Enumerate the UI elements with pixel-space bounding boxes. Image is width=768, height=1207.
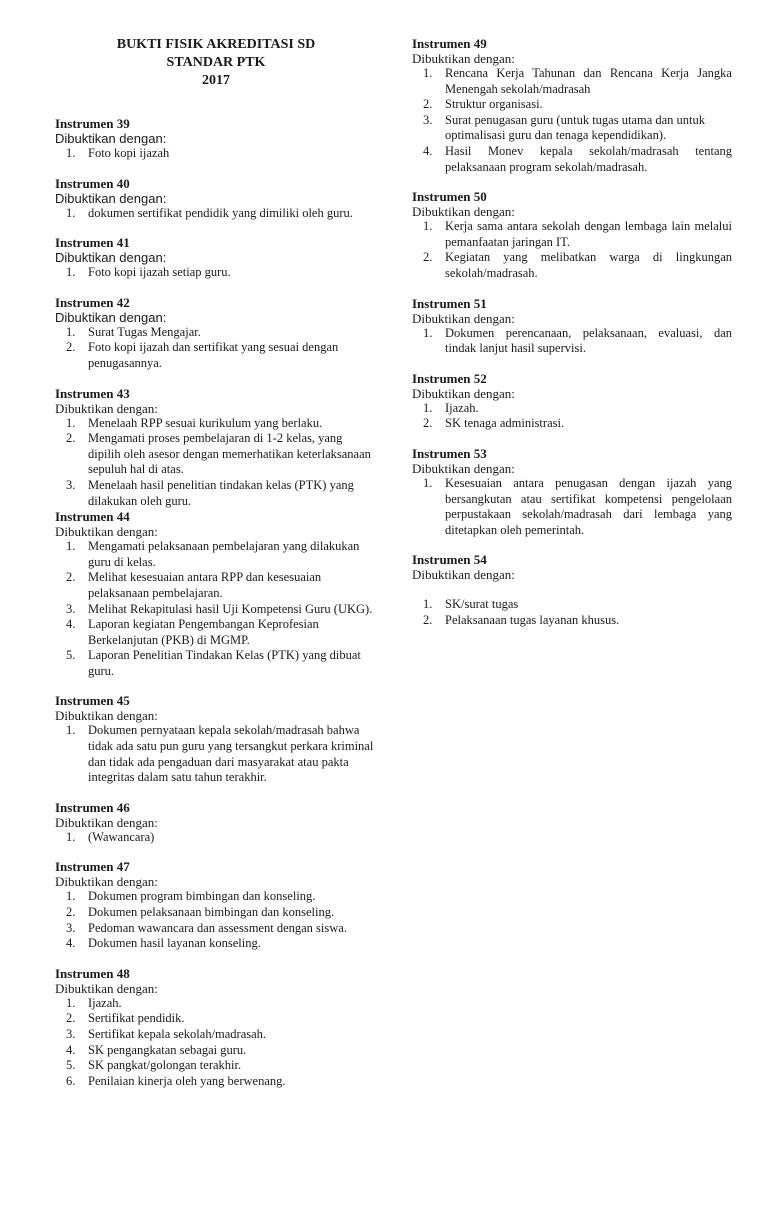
instrument-45	[55, 693, 377, 785]
proof-list	[55, 265, 377, 281]
list-item: 2. Struktur organisasi.	[423, 97, 543, 112]
instrument-51	[412, 296, 732, 357]
list-item: 2. Mengamati proses pembelajaran di 1-2 kelas, yang dipilih oleh asesor dengan memerhatikan keterlaksanaan sepuluh hal di atas.	[66, 431, 371, 477]
proof-label: Dibuktikan dengan:	[55, 524, 158, 540]
document-title	[55, 36, 377, 90]
proof-label: Dibuktikan dengan:	[55, 190, 167, 206]
instrument-heading: Instrumen 40	[55, 175, 130, 191]
proof-list	[412, 326, 732, 357]
instrument-heading: Instrumen 53	[412, 445, 487, 461]
instrument-heading: Instrumen 41	[55, 235, 130, 251]
list-item: 1. Ijazah.	[66, 995, 122, 1010]
list-item: 1. (Wawancara)	[66, 829, 155, 844]
proof-label: Dibuktikan dengan:	[412, 204, 515, 220]
instrument-48	[55, 966, 377, 1090]
proof-list	[55, 723, 377, 785]
list-item: 2. Pelaksanaan tugas layanan khusus.	[423, 612, 620, 627]
instrument-53	[412, 446, 732, 538]
instrument-46	[55, 800, 377, 846]
instrument-heading: Instrumen 46	[55, 799, 130, 815]
instrument-heading: Instrumen 44	[55, 509, 130, 525]
proof-list	[412, 219, 732, 281]
proof-label: Dibuktikan dengan:	[412, 51, 515, 66]
instrument-heading: Instrumen 51	[412, 295, 487, 311]
instrument-42	[55, 295, 377, 372]
instrument-47	[55, 859, 377, 951]
proof-label: Dibuktikan dengan:	[412, 385, 515, 401]
proof-label: Dibuktikan dengan:	[55, 309, 167, 325]
proof-label: Dibuktikan dengan:	[55, 814, 158, 830]
proof-list	[55, 146, 377, 162]
proof-label: Dibuktikan dengan:	[412, 310, 515, 326]
list-item: 5. SK pangkat/golongan terakhir.	[66, 1058, 242, 1073]
list-item: 1. SK/surat tugas	[423, 597, 519, 612]
list-item: 1. Mengamati pelaksanaan pembelajaran yang dilakukan guru di kelas.	[66, 539, 360, 569]
title-line-2: STANDAR PTK	[166, 55, 266, 70]
proof-list	[55, 889, 377, 951]
instrument-50	[412, 189, 732, 281]
proof-list	[55, 996, 377, 1090]
list-item: 2. Dokumen pelaksanaan bimbingan dan konseling.	[66, 905, 335, 920]
instrument-43	[55, 386, 377, 510]
instrument-heading: Instrumen 45	[55, 693, 130, 709]
instrument-54	[412, 552, 732, 628]
list-item: 1. Dokumen program bimbingan dan konseling.	[66, 889, 316, 904]
proof-list	[412, 66, 732, 175]
instrument-heading: Instrumen 48	[55, 965, 130, 981]
list-item: 2. Sertifikat pendidik.	[66, 1011, 185, 1026]
list-item: 1. Foto kopi ijazah setiap guru.	[66, 265, 231, 280]
list-item: 5. Laporan Penelitian Tindakan Kelas (PTK) yang dibuat guru.	[66, 648, 361, 678]
instrument-49	[412, 36, 732, 175]
proof-label: Dibuktikan dengan:	[55, 131, 167, 146]
proof-list	[55, 416, 377, 510]
proof-list	[55, 539, 377, 679]
title-line-3: 2017	[202, 73, 230, 88]
list-item: 3. Melihat Rekapitulasi hasil Uji Kompetensi Guru (UKG).	[66, 601, 373, 616]
instrument-40	[55, 176, 377, 222]
instrument-heading: Instrumen 50	[412, 189, 487, 205]
proof-label: Dibuktikan dengan:	[55, 708, 158, 724]
list-item: 4. Dokumen hasil layanan konseling.	[66, 936, 261, 951]
list-item: 1. Dokumen pernyataan kepala sekolah/madrasah bahwa tidak ada satu pun guru yang tersangkut perkara kriminal dan tidak ada pengaduan dari masyarakat atau pakta integritas dalam satu tahun terakhir.	[66, 723, 374, 785]
list-item: 2. Melihat kesesuaian antara RPP dan kesesuaian pelaksanaan pembelajaran.	[66, 570, 322, 600]
list-item: 1. Ijazah.	[423, 400, 479, 415]
right-column	[412, 36, 732, 642]
proof-list	[412, 476, 732, 538]
list-item: 4. Laporan kegiatan Pengembangan Keprofesian Berkelanjutan (PKB) di MGMP.	[66, 617, 319, 647]
proof-label: Dibuktikan dengan:	[55, 874, 158, 890]
list-item: 2. Kegiatan yang melibatkan warga di lingkungan sekolah/madrasah.	[423, 250, 732, 280]
list-item: 2. SK tenaga administrasi.	[423, 416, 565, 431]
proof-list	[55, 325, 377, 372]
list-item: 3. Surat penugasan guru (untuk tugas utama dan untuk optimalisasi guru dan tenaga kependidikan).	[423, 112, 706, 143]
instrument-heading: Instrumen 42	[55, 294, 130, 310]
proof-list	[55, 830, 377, 846]
list-item: 3. Pedoman wawancara dan assessment dengan siswa.	[66, 920, 347, 935]
proof-label: Dibuktikan dengan:	[412, 460, 515, 476]
list-item: 3. Menelaah hasil penelitian tindakan kelas (PTK) yang dilakukan oleh guru.	[66, 477, 354, 508]
list-item: 1. dokumen sertifikat pendidik yang dimiliki oleh guru.	[66, 205, 353, 220]
title-line-1: BUKTI FISIK AKREDITASI SD	[116, 37, 316, 52]
list-item: 2. Foto kopi ijazah dan sertifikat yang sesuai dengan penugasannya.	[66, 340, 339, 370]
left-column	[55, 36, 377, 1103]
list-item: 1. Surat Tugas Mengajar.	[66, 324, 201, 339]
list-item: 1. Menelaah RPP sesuai kurikulum yang berlaku.	[66, 415, 323, 430]
instrument-heading: Instrumen 43	[55, 385, 130, 401]
instrument-heading: Instrumen 39	[55, 116, 130, 131]
instrument-heading: Instrumen 52	[412, 370, 487, 386]
list-item: 1. Dokumen perencanaan, pelaksanaan, evaluasi, dan tindak lanjut hasil supervisi.	[423, 325, 732, 356]
instrument-heading: Instrumen 54	[412, 552, 487, 568]
proof-list	[412, 597, 732, 628]
list-item: 6. Penilaian kinerja oleh yang berwenang.	[66, 1073, 286, 1088]
list-item: 1. Foto kopi ijazah	[66, 146, 170, 160]
instrument-heading: Instrumen 47	[55, 859, 130, 875]
proof-label: Dibuktikan dengan:	[55, 980, 158, 996]
instrument-52	[412, 371, 732, 432]
list-item: 1. Kerja sama antara sekolah dengan lembaga lain melalui pemanfaatan jaringan IT.	[423, 219, 732, 249]
proof-label: Dibuktikan dengan:	[55, 250, 167, 266]
instrument-39	[55, 116, 377, 162]
list-item: 1. Kesesuaian antara penugasan dengan ijazah yang bersangkutan atau sertifikat kompetensi pengelolaan perpustakaan sekolah/madrasah dari lembaga yang ditetapkan oleh pemerintah.	[423, 475, 732, 537]
instrument-44	[55, 509, 377, 679]
proof-list	[412, 401, 732, 432]
list-item: 1. Rencana Kerja Tahunan dan Rencana Kerja Jangka Menengah sekolah/madrasah	[423, 66, 732, 96]
list-item: 3. Sertifikat kepala sekolah/madrasah.	[66, 1027, 267, 1041]
proof-label: Dibuktikan dengan:	[412, 567, 515, 583]
instrument-heading: Instrumen 49	[412, 36, 487, 51]
proof-list	[55, 206, 377, 222]
instrument-41	[55, 235, 377, 281]
proof-label: Dibuktikan dengan:	[55, 400, 158, 416]
list-item: 4. SK pengangkatan sebagai guru.	[66, 1042, 247, 1057]
list-item: 4. Hasil Monev kepala sekolah/madrasah tentang pelaksanaan program sekolah/madrasah.	[423, 143, 732, 174]
